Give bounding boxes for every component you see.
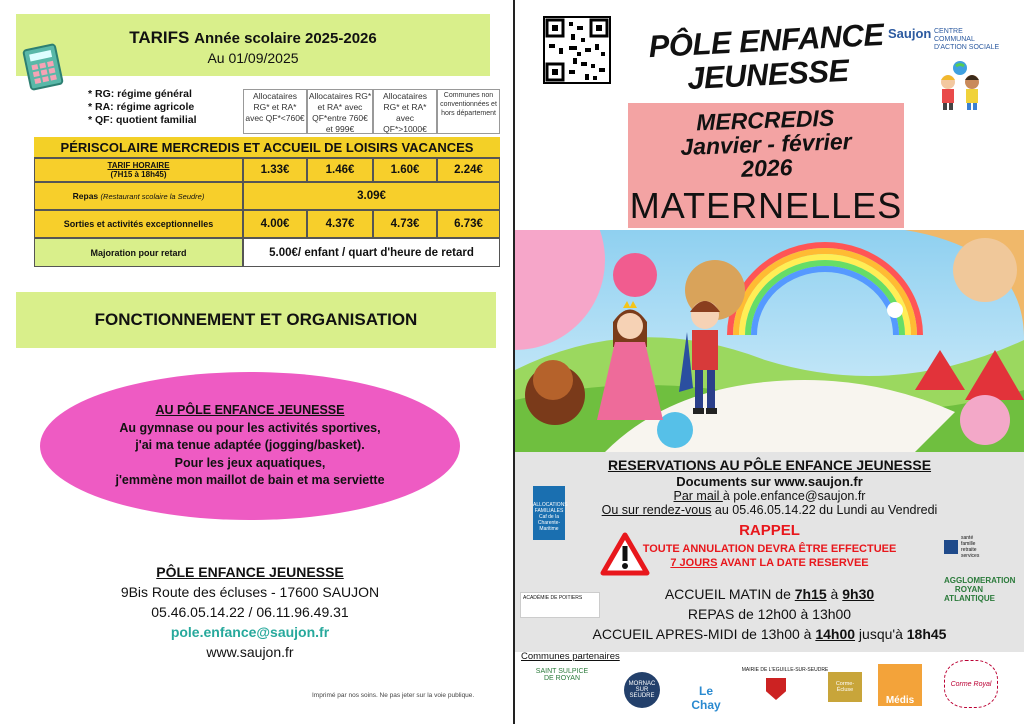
sorties-value: 6.73€ (437, 210, 500, 238)
contact-website-link[interactable]: www.saujon.fr (206, 644, 294, 660)
commune-logo: Médis (878, 664, 922, 706)
title-line2: JEUNESSE (686, 52, 850, 97)
column-header-hors-departement: Communes non conventionnées et hors département (437, 89, 500, 134)
commune-logo: Corme-Écluse (828, 672, 862, 702)
msa-text: santé famille retraite services (961, 535, 980, 559)
repas-note: (Restaurant scolaire la Seudre) (100, 191, 205, 201)
qr-code-icon (543, 16, 611, 84)
tarif-horaire-value: 2.24€ (437, 158, 500, 182)
sorties-value: 4.73€ (373, 210, 437, 238)
contact-name: PÔLE ENFANCE JEUNESSE (156, 564, 344, 580)
tarif-horaire-value: 1.46€ (307, 158, 373, 182)
commune-shield-icon (766, 678, 786, 700)
documents-line: Documents sur www.saujon.fr (676, 474, 863, 489)
repas-hours: REPAS de 12h00 à 13h00 (687, 606, 852, 622)
am-to: 14h00 (815, 626, 856, 642)
royan-logo: AGGLOMERATION ROYAN ATLANTIQUE (944, 576, 1016, 603)
page-title (620, 16, 913, 99)
imprime-notice: Imprimé par nos soins. Ne pas jeter sur la voie publique. (312, 692, 475, 699)
tarifs-header (16, 14, 490, 76)
rdv-line (515, 503, 1024, 517)
tarifs-year: Année scolaire 2025-2026 (194, 30, 377, 47)
column-header-qf-low: Allocataires RG* et RA* avec QF*<760€ (243, 89, 307, 134)
tarif-horaire-text: TARIF HORAIRE (107, 161, 170, 170)
sorties-value: 4.00€ (243, 210, 307, 238)
matin-label: ACCUEIL MATIN de (664, 586, 795, 602)
annulation-line2: AVANT LA DATE RESERVEE (717, 557, 869, 569)
candy-land-illustration (515, 230, 1024, 452)
warning-icon (600, 532, 650, 576)
tarif-horaire-hours: (7H15 à 18h45) (110, 170, 167, 179)
horaires-block: ACCUEIL MATIN de 7h15 à 9h30 REPAS de 12h00 à 13h00 ACCUEIL APRES-MIDI de 13h00 à 14h00 jusqu'à 18h45 (515, 584, 1024, 644)
column-header-qf-mid: Allocataires RG* et RA* avec QF*entre 760€ et 999€ (308, 91, 372, 134)
periscolaire-title: PÉRISCOLAIRE MERCREDIS ET ACCUEIL DE LOISIRS VACANCES (34, 137, 500, 158)
repas-label-text: Repas (72, 191, 99, 201)
kids-illustration-icon (932, 60, 988, 112)
reservations-title: RESERVATIONS AU PÔLE ENFANCE JEUNESSE (607, 457, 932, 473)
fonctionnement-title: FONCTIONNEMENT ET ORGANISATION (16, 292, 496, 348)
mail-address-link[interactable]: à pole.enfance@saujon.fr (722, 489, 866, 503)
oval-line: Au gymnase ou pour les activités sportives, (119, 420, 381, 435)
commune-logo: MORNAC SUR SEUDRE (624, 672, 660, 708)
majoration-value: 5.00€/ enfant / quart d'heure de retard (243, 238, 500, 267)
maternelles-label: MATERNELLES (629, 185, 903, 226)
rappel-title: RAPPEL (739, 522, 800, 539)
year-label: 2026 (740, 154, 793, 182)
ccas-label: CENTRE COMMUNAL D'ACTION SOCIALE (934, 28, 1000, 51)
commune-logo: Corme Royal (944, 660, 998, 708)
contact-block (100, 562, 400, 662)
legend-rg: * RG: régime général (88, 88, 192, 100)
majoration-label: Majoration pour retard (34, 238, 243, 267)
commune-logo: Le Chay (691, 684, 721, 712)
oval-text (40, 402, 460, 490)
oval-line: j'ai ma tenue adaptée (jogging/basket). (135, 438, 365, 452)
rdv-prefix: Ou sur rendez-vous (601, 503, 712, 517)
caf-logo: ALLOCATIONS FAMILIALES Caf de la Charente-Maritime (533, 486, 565, 540)
contact-phones: 05.46.05.14.22 / 06.11.96.49.31 (151, 604, 349, 620)
column-header-qf-high: Allocataires RG* et RA* avec QF*>1000€ (373, 89, 437, 134)
oval-line: j'emmène mon maillot de bain et ma serviette (115, 473, 385, 487)
contact-address: 9Bis Route des écluses - 17600 SAUJON (120, 584, 380, 600)
am-end: 18h45 (906, 626, 947, 642)
tarif-horaire-label (34, 158, 243, 182)
rdv-phone: au 05.46.05.14.22 du Lundi au Vendredi (711, 503, 938, 517)
am-label: ACCUEIL APRES-MIDI de 13h00 à (592, 626, 816, 642)
sorties-label: Sorties et activités exceptionnelles (34, 210, 243, 238)
mail-line (515, 489, 1024, 503)
matin-from: 7h15 (794, 586, 827, 602)
annulation-days: 7 JOURS (670, 557, 718, 569)
period-label: Janvier - février (679, 128, 853, 160)
communes-title: Communes partenaires (521, 651, 620, 662)
tarif-horaire-value: 1.60€ (373, 158, 437, 182)
tarifs-legend (88, 88, 197, 127)
title-line1: PÔLE ENFANCE (647, 16, 885, 65)
mercredis-label: MERCREDIS (695, 104, 835, 136)
commune-logo: SAINT SULPICE DE ROYAN (535, 668, 589, 682)
tarifs-label: TARIFS (129, 28, 190, 47)
commune-logo: MAIRIE DE L'EGUILLE-SUR-SEUDRE (741, 667, 829, 673)
sorties-value: 4.37€ (307, 210, 373, 238)
annulation-line1: TOUTE ANNULATION DEVRA ÊTRE EFFECTUEE (642, 543, 897, 555)
tarifs-date: Au 01/09/2025 (207, 50, 299, 66)
repas-label (34, 182, 243, 210)
mail-prefix: Par mail (673, 489, 723, 503)
am-mid: jusqu'à (855, 626, 907, 642)
saujon-logo: Saujon (888, 26, 932, 41)
oval-title: AU PÔLE ENFANCE JEUNESSE (155, 403, 345, 417)
msa-logo (944, 535, 988, 557)
oval-line: Pour les jeux aquatiques, (174, 455, 326, 470)
academie-logo: ACADÉMIE DE POITIERS (520, 592, 600, 618)
matin-to: 9h30 (842, 586, 875, 602)
contact-email-link[interactable]: pole.enfance@saujon.fr (170, 624, 330, 640)
legend-qf: * QF: quotient familial (88, 114, 197, 126)
repas-value: 3.09€ (243, 182, 500, 210)
legend-ra: * RA: régime agricole (88, 101, 195, 113)
tarif-horaire-value: 1.33€ (243, 158, 307, 182)
period-block (627, 103, 905, 185)
